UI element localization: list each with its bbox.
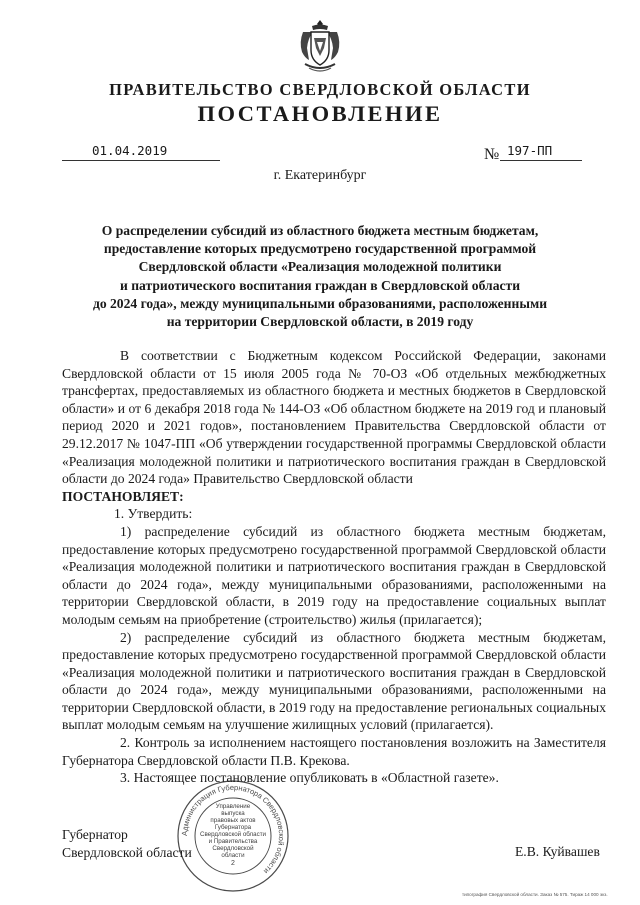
signatory-position-line2: Свердловской области — [62, 844, 192, 860]
svg-text:Губернатора: Губернатора — [214, 824, 252, 831]
print-footer-note: типография Свердловской области. Заказ № 575. Тираж 14 000 экз. — [462, 892, 608, 897]
title-line: до 2024 года», между муниципальными образованиями, расположенными — [92, 295, 548, 311]
document-date: 01.04.2019 — [92, 143, 168, 158]
title-line: на территории Свердловской области, в 2019 году — [166, 314, 474, 330]
date-underline — [62, 160, 220, 161]
item3-paragraph: 3. Настоящее постановление опубликовать в «Областной газете». — [120, 770, 499, 786]
svg-text:правовых актов: правовых актов — [210, 817, 256, 824]
svg-text:выпуска: выпуска — [221, 810, 245, 817]
document-type: ПОСТАНОВЛЕНИЕ — [197, 101, 443, 126]
item1-subitem2: 2) распределение субсидий из областного бюджета местным бюджетам, предоставление которых предусмотрено государственной программой Свердловской области «Реализация молодежной политики и патриотического воспитания граждан в Свердловской области до 2024 года», между муниципальными образованиями, расположенными на территории Свердловской области, в 2019 году на предоставление региональных социальных выплат молодым семьям на улучшение жилищных условий (прилагается). — [62, 629, 606, 733]
title-line: О распределении субсидий из областного бюджета местным бюджетам, — [101, 223, 539, 238]
item1-intro: 1. Утвердить: — [114, 506, 193, 522]
title-line: Свердловской области «Реализация молодежной политики — [138, 259, 502, 275]
document-number: 197-ПП — [507, 143, 553, 158]
number-underline — [500, 160, 582, 161]
document-body — [62, 347, 606, 787]
title-line: предоставление которых предусмотрено государственной программой — [103, 241, 537, 257]
resolves-heading: ПОСТАНОВЛЯЕТ: — [62, 488, 184, 504]
svg-text:Свердловской области: Свердловской области — [199, 831, 267, 838]
signatory-position — [62, 826, 192, 861]
official-stamp — [175, 778, 291, 894]
svg-text:Управление: Управление — [215, 803, 251, 810]
svg-text:и Правительства: и Правительства — [208, 838, 258, 845]
signatory-position-line1: Губернатор — [62, 827, 128, 842]
number-sign: № — [484, 146, 500, 163]
city-name: г. Екатеринбург — [273, 168, 367, 183]
svg-text:области: области — [221, 852, 245, 859]
svg-text:2: 2 — [231, 860, 235, 867]
signatory-name: Е.В. Куйвашев — [515, 844, 600, 859]
item2-paragraph: 2. Контроль за исполнением настоящего постановления возложить на Заместителя Губернатора Свердловской области П.В. Крекова. — [62, 735, 606, 768]
svg-text:Администрация Губернатора Свер: Администрация Губернатора Свердловской области — [179, 782, 287, 876]
coat-of-arms-emblem — [297, 18, 343, 74]
item1-subitem1: 1) распределение субсидий из областного бюджета местным бюджетам, предоставление которых предусмотрено государственной программой Свердловской области «Реализация молодежной политики и патриотического воспитания граждан в Свердловской области до 2024 года», между муниципальными образованиями, расположенными на территории Свердловской области, в 2019 году на предоставление социальных выплат молодым семьям на приобретение (строительство) жилья (прилагается); — [62, 523, 606, 627]
title-line: и патриотического воспитания граждан в Свердловской области — [119, 277, 521, 293]
svg-text:Свердловской: Свердловской — [212, 845, 254, 852]
preamble-paragraph: В соответствии с Бюджетным кодексом Российской Федерации, законами Свердловской области от 15 июля 2005 года № 70-ОЗ «Об отдельных межбюджетных трансфертах, предоставляемых из областного бюджета и местных бюджетов в Свердловской области» и от 6 декабря 2018 года № 144-ОЗ «Об областном бюджете на 2019 год и плановый период 2020 и 2021 годов», постановлением Правительства Свердловской области от 29.12.2017 № 1047-ПП «Об утверждении государственной программы Свердловской области «Реализация молодежной политики и патриотического воспитания граждан в Свердловской области до 2024 года» Правительство Свердловской области — [62, 348, 606, 487]
document-title — [80, 222, 560, 331]
government-name: ПРАВИТЕЛЬСТВО СВЕРДЛОВСКОЙ ОБЛАСТИ — [109, 80, 531, 99]
